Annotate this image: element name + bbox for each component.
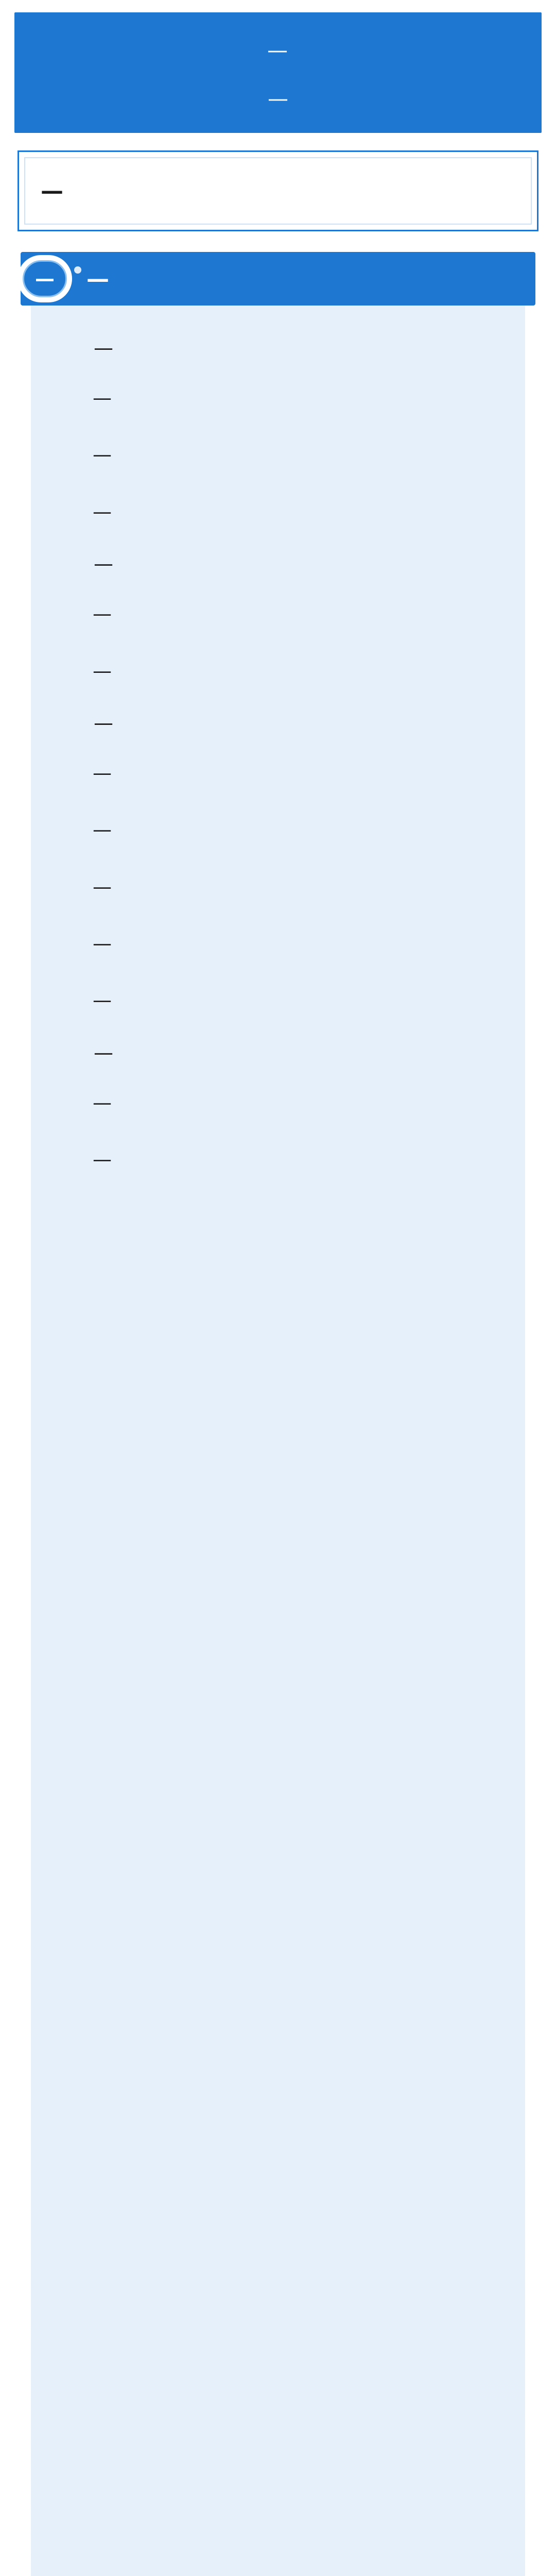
content-heading: — xyxy=(94,711,113,734)
banner-subtitle: — xyxy=(268,87,288,111)
content-paragraph: — xyxy=(93,761,112,784)
banner-title: — xyxy=(267,39,289,62)
content-paragraph: — xyxy=(93,500,112,523)
section-header xyxy=(21,252,535,306)
section-01 xyxy=(21,252,535,2576)
content-panel xyxy=(31,306,525,2576)
content-paragraph: — xyxy=(93,387,112,409)
title-banner xyxy=(14,12,542,133)
content-paragraph: — xyxy=(93,819,112,841)
content-heading: — xyxy=(94,552,113,575)
section-number: — xyxy=(23,260,67,297)
content-paragraph: — xyxy=(93,659,112,682)
section-title: — xyxy=(86,265,109,292)
content-heading: — xyxy=(94,1041,113,1064)
content-paragraph: — xyxy=(93,603,112,625)
content-paragraph: — xyxy=(93,989,112,1012)
section-number-badge xyxy=(18,255,72,302)
content-paragraph: — xyxy=(93,1148,112,1171)
flower-icon xyxy=(74,266,81,274)
content-paragraph: — xyxy=(93,444,112,466)
content-heading: — xyxy=(94,336,113,359)
content-paragraph: — xyxy=(93,1091,112,1114)
subtitle-frame xyxy=(18,150,538,231)
content-paragraph: — xyxy=(93,933,112,955)
content-paragraph: — xyxy=(93,875,112,898)
route-subtitle: — xyxy=(24,157,532,225)
